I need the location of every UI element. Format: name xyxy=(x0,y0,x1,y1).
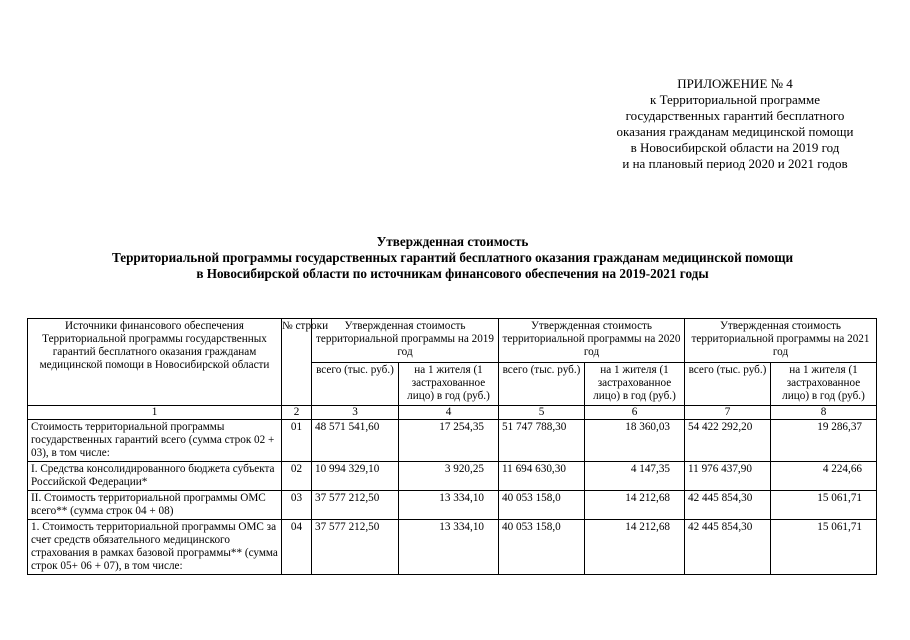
value-2020-total: 40 053 158,0 xyxy=(499,491,585,520)
value-2020-per-resident: 14 212,68 xyxy=(585,491,685,520)
value-2021-per-resident: 19 286,37 xyxy=(771,420,877,462)
header-year-2021: Утвержденная стоимость территориальной программы на 2021 год xyxy=(685,319,877,363)
header-total: всего (тыс. руб.) xyxy=(312,362,399,406)
value-2021-per-resident: 15 061,71 xyxy=(771,491,877,520)
value-2021-total: 42 445 854,30 xyxy=(685,491,771,520)
value-2019-per-resident: 3 920,25 xyxy=(399,462,499,491)
column-index: 4 xyxy=(399,406,499,420)
value-2019-total: 48 571 541,60 xyxy=(312,420,399,462)
table-row xyxy=(28,491,877,520)
row-number: 04 xyxy=(282,520,312,575)
row-source: II. Стоимость территориальной программы ОМС всего** (сумма строк 04 + 08) xyxy=(28,491,282,520)
row-source: Стоимость территориальной программы государственных гарантий всего (сумма строк 02 + 03), в том числе: xyxy=(28,420,282,462)
value-2019-total: 10 994 329,10 xyxy=(312,462,399,491)
value-2021-per-resident: 4 224,66 xyxy=(771,462,877,491)
document-title xyxy=(20,234,885,282)
header-year-2019: Утвержденная стоимость территориальной программы на 2019 год xyxy=(312,319,499,363)
column-index: 3 xyxy=(312,406,399,420)
row-number: 03 xyxy=(282,491,312,520)
value-2019-total: 37 577 212,50 xyxy=(312,520,399,575)
value-2019-total: 37 577 212,50 xyxy=(312,491,399,520)
column-index-row xyxy=(28,406,877,420)
value-2020-total: 40 053 158,0 xyxy=(499,520,585,575)
appendix-header xyxy=(560,76,910,172)
table-row xyxy=(28,420,877,462)
row-source: 1. Стоимость территориальной программы ОМС за счет средств обязательного медицинского страхования в рамках базовой программы** (сумма строк 05+ 06 + 07), в том числе: xyxy=(28,520,282,575)
header-row xyxy=(28,319,877,363)
value-2021-total: 11 976 437,90 xyxy=(685,462,771,491)
appendix-line: ПРИЛОЖЕНИЕ № 4 xyxy=(677,76,793,91)
value-2019-per-resident: 17 254,35 xyxy=(399,420,499,462)
header-per-resident: на 1 жителя (1 застрахованное лицо) в год (руб.) xyxy=(399,362,499,406)
header-total: всего (тыс. руб.) xyxy=(499,362,585,406)
table-row xyxy=(28,462,877,491)
value-2021-total: 54 422 292,20 xyxy=(685,420,771,462)
header-year-2020: Утвержденная стоимость территориальной программы на 2020 год xyxy=(499,319,685,363)
title-line: Утвержденная стоимость xyxy=(376,234,529,249)
value-2021-per-resident: 15 061,71 xyxy=(771,520,877,575)
column-index: 7 xyxy=(685,406,771,420)
column-index: 5 xyxy=(499,406,585,420)
appendix-line: в Новосибирской области на 2019 год xyxy=(630,140,840,155)
row-number: 01 xyxy=(282,420,312,462)
appendix-line: государственных гарантий бесплатного xyxy=(625,108,845,123)
value-2020-per-resident: 14 212,68 xyxy=(585,520,685,575)
value-2019-per-resident: 13 334,10 xyxy=(399,520,499,575)
header-total: всего (тыс. руб.) xyxy=(685,362,771,406)
row-source: I. Средства консолидированного бюджета субъекта Российской Федерации* xyxy=(28,462,282,491)
column-index: 1 xyxy=(28,406,282,420)
appendix-line: к Территориальной программе xyxy=(650,92,820,107)
table-row xyxy=(28,520,877,575)
value-2020-per-resident: 18 360,03 xyxy=(585,420,685,462)
value-2019-per-resident: 13 334,10 xyxy=(399,491,499,520)
header-per-resident: на 1 жителя (1 застрахованное лицо) в год (руб.) xyxy=(585,362,685,406)
value-2020-total: 51 747 788,30 xyxy=(499,420,585,462)
title-line: в Новосибирской области по источникам финансового обеспечения на 2019-2021 годы xyxy=(196,266,709,281)
column-index: 6 xyxy=(585,406,685,420)
header-source: Источники финансового обеспечения Территориальной программы государственных гарантий бесплатного оказания гражданам медицинской помощи в Новосибирской области xyxy=(28,319,282,406)
value-2021-total: 42 445 854,30 xyxy=(685,520,771,575)
appendix-line: оказания гражданам медицинской помощи xyxy=(616,124,854,139)
header-per-resident: на 1 жителя (1 застрахованное лицо) в год (руб.) xyxy=(771,362,877,406)
value-2020-total: 11 694 630,30 xyxy=(499,462,585,491)
column-index: 2 xyxy=(282,406,312,420)
column-index: 8 xyxy=(771,406,877,420)
row-number: 02 xyxy=(282,462,312,491)
header-line-no: № строки xyxy=(282,319,312,406)
financing-table xyxy=(27,318,877,575)
value-2020-per-resident: 4 147,35 xyxy=(585,462,685,491)
title-line: Территориальной программы государственных гарантий бесплатного оказания гражданам медицинской помощи xyxy=(111,250,794,265)
appendix-line: и на плановый период 2020 и 2021 годов xyxy=(622,156,848,171)
